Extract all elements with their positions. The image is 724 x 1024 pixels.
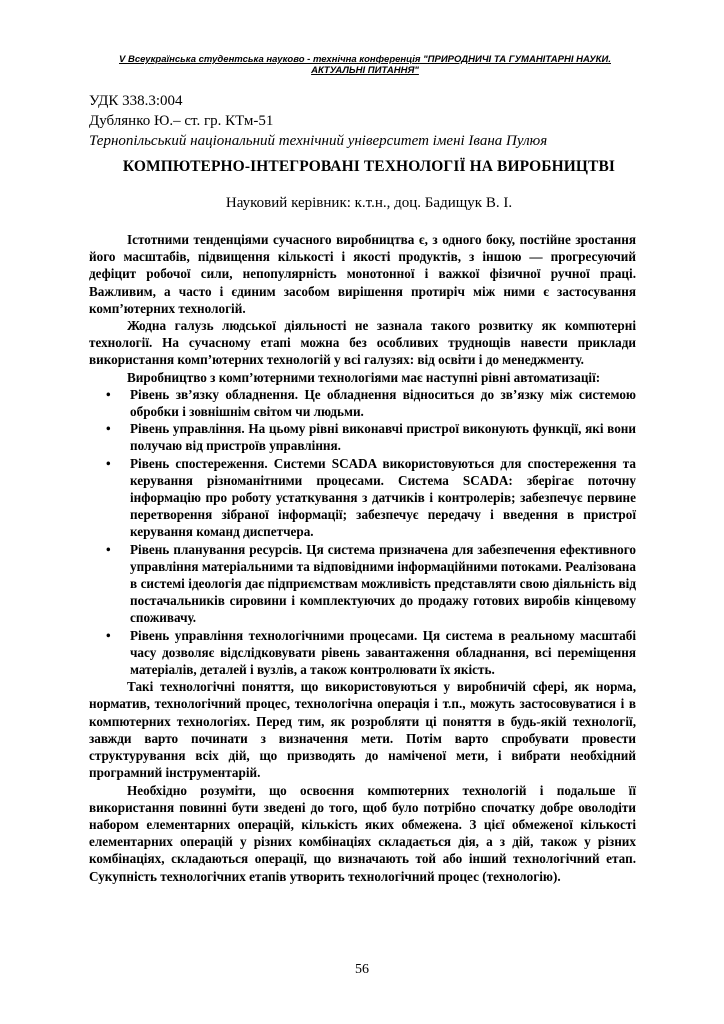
bullet-icon: •: [106, 386, 111, 402]
paragraph: Жодна галузь людської діяльності не зазнала такого розвитку як компютерні технології. На сучасному етапі можна без особливих труднощів навести приклади використання комп’ютерних технологій у всі галузях: від освіти і до менеджменту.: [89, 318, 636, 368]
list-item: [89, 627, 636, 679]
list-item: [89, 386, 636, 420]
list-item: [89, 420, 636, 454]
conference-header: [95, 54, 635, 76]
paragraph: Необхідно розуміти, що освоєння компютерних технологій і подальше її використання повинні бути зведені до того, щоб було потрібно спочатку добре оволодіти набором елементарних операцій, кількість яких обмежена. З цієї обмеженої кількості елементарних операцій у різних комбінаціях складається дія, а з дій, також у різних комбінаціях, складаються операції, що визначають той або інший технологічний етап. Сукупність технологічних етапів утворить технологічний процес (технологію).: [89, 782, 636, 884]
author-line: Дублянко Ю.– ст. гр. КТм-51: [89, 113, 274, 129]
paragraph: Виробництво з комп’ютерними технологіями має наступні рівні автоматизації:: [127, 369, 601, 385]
institution-line: Тернопільський національний технічний університет імені Івана Пулюя: [89, 133, 548, 149]
automation-levels-list: [89, 386, 636, 678]
conference-header-line-2: АКТУАЛЬНІ ПИТАННЯ": [311, 65, 419, 76]
bullet-icon: •: [106, 421, 111, 437]
list-item-text: Рівень спостереження. Системи SCADA використовуються для спостереження та керування різноманітними процесами. Система SCADA: зберігає поточну інформацію про роботу устаткування з датчиків і контролерів; забезпечує первине перетворення зібраної інформації; забезпечує передачу і введення в пристрої керування команд диспетчера.: [130, 455, 636, 540]
list-item-text: Рівень управління. На цьому рівні виконавчі пристрої виконують функції, які вони получаю від пристроїв управління.: [130, 421, 636, 454]
scientific-advisor: Науковий керівник: к.т.н., доц. Бадищук В. І.: [225, 195, 513, 211]
page-number: 56: [355, 962, 369, 977]
udc-code: УДК 338.3:004: [89, 93, 183, 109]
paragraph: Істотними тенденціями сучасного виробництва є, з одного боку, постійне зростання його масштабів, підвищення кількості і якості продуктів, з іншою — прогресуючий дефіцит робочої сили, непопулярність монотонної і важкої фізичної ручної праці. Важливим, а часто і єдиним засобом вирішення протиріч між ними є застосування комп’ютерних технологій.: [89, 232, 636, 316]
article-title: КОМПЮТЕРНО-ІНТЕГРОВАНІ ТЕХНОЛОГІЇ НА ВИРОБНИЦТВІ: [122, 158, 616, 175]
paragraph: Такі технологічні поняття, що використовуються у виробничій сфері, як норма, норматив, технологічний процес, технологічна операція і т.п., можуть застосовуватися і в компютерних технологіях. Перед тим, як розробляти ці поняття в будь-якій технології, завжди варто починати з визначення мети. Потім варто спробувати провести структурування всіх дій, що призводять до наміченої мети, і вибрати необхідний програмний інструментарій.: [89, 679, 636, 781]
article-body: [89, 231, 636, 885]
bullet-icon: •: [106, 455, 111, 471]
bullet-icon: •: [106, 627, 111, 643]
bullet-icon: •: [106, 541, 111, 557]
list-item: [89, 541, 636, 627]
article-meta: [89, 91, 649, 151]
list-item-text: Рівень планування ресурсів. Ця система призначена для забезпечення ефективного управління матеріальними та відповідними інформаційними потоками. Реалізована в системі ідеологія дає підприємствам можливість представляти свою діяльність від постачальників сировини і комплектуючих до продажу готових виробів кінцевому споживачу.: [130, 541, 636, 626]
list-item: [89, 455, 636, 541]
list-item-text: Рівень управління технологічними процесами. Ця система в реальному масштабі часу дозволяє відслідковувати рівень завантаження обладнання, всі переміщення матеріалів, деталей і вузлів, а також контролювати їх якість.: [130, 627, 636, 678]
list-item-text: Рівень зв’язку обладнення. Це обладнення відноситься до зв’язку між системою обробки і зовнішнім світом чи людьми.: [130, 386, 636, 420]
conference-header-line-1: V Всеукраїнська студентська науково - технічна конференція "ПРИРОДНИЧІ ТА ГУМАНІТАРНІ НАУКИ.: [119, 54, 611, 65]
